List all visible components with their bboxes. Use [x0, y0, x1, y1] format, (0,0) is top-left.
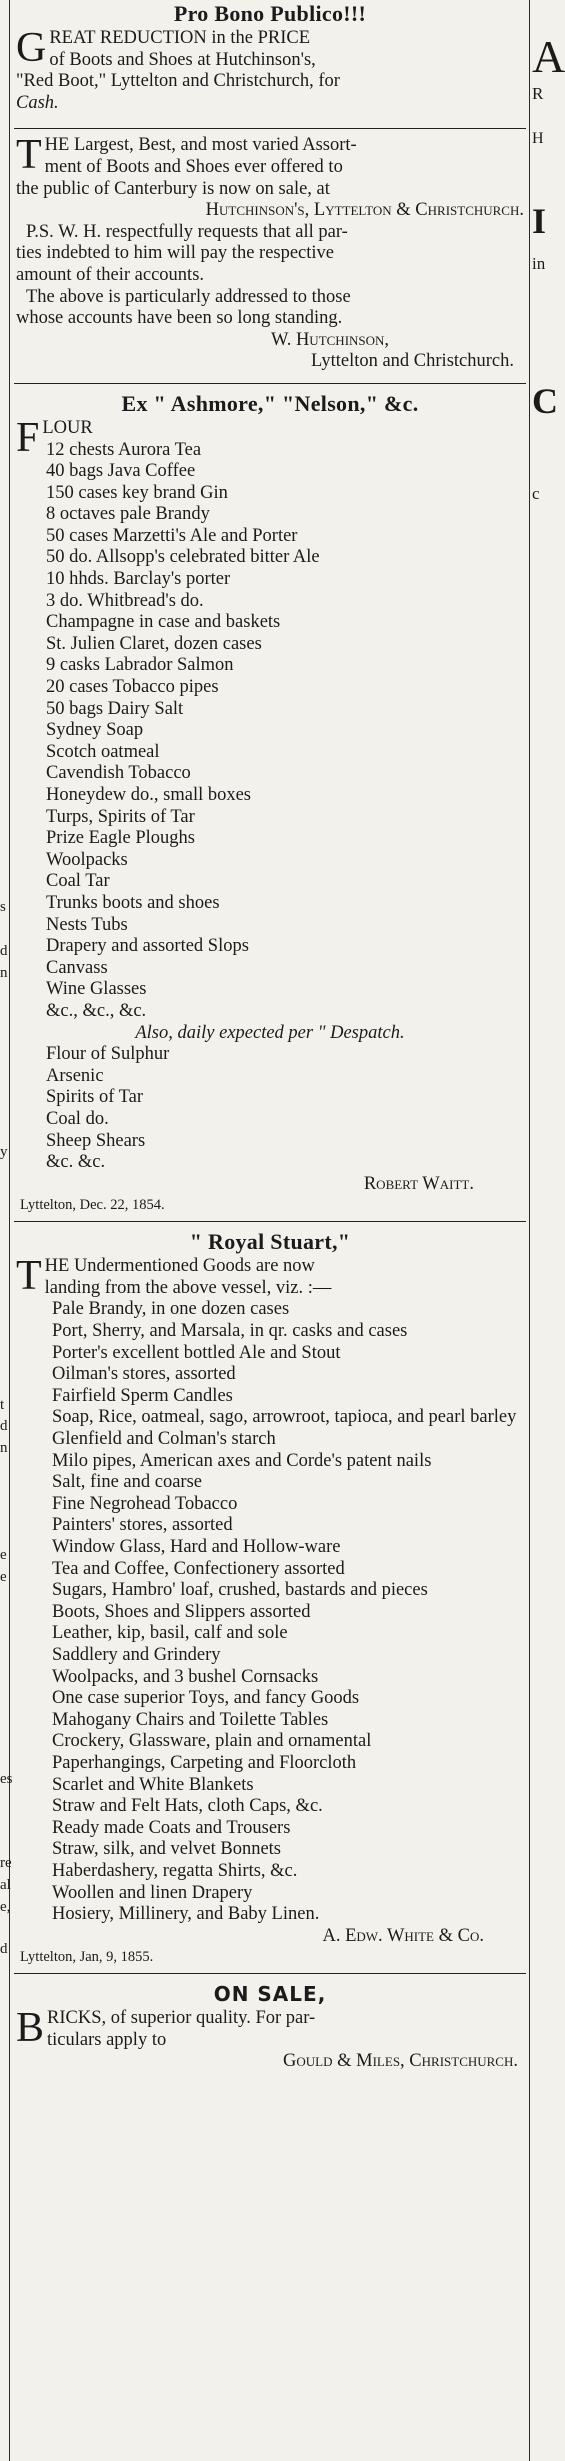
- list-item: Straw and Felt Hats, cloth Caps, &c.: [52, 1796, 323, 1817]
- drop-cap: G: [16, 25, 47, 71]
- list-item: Prize Eagle Ploughs: [46, 828, 196, 849]
- signature: A. Edw. White & Co.: [322, 1925, 484, 1946]
- left-fragment: e: [0, 1569, 7, 1585]
- list-item: 8 octaves pale Brandy: [46, 504, 210, 525]
- ad-paragraph: [16, 1253, 524, 1300]
- list-item: Leather, kip, basil, calf and sole: [52, 1623, 288, 1644]
- list-item: 50 bags Dairy Salt: [46, 698, 184, 719]
- list-item: 10 hhds. Barclay's porter: [46, 569, 231, 590]
- right-fragment: A: [532, 31, 565, 82]
- list-item: One case superior Toys, and fancy Goods: [52, 1688, 360, 1709]
- list-item: Salt, fine and coarse: [52, 1472, 202, 1493]
- list-item: Fairfield Sperm Candles: [52, 1385, 233, 1406]
- text-line: ment of Boots and Shoes ever offered to: [44, 156, 343, 177]
- list-item: 3 do. Whitbread's do.: [46, 590, 204, 611]
- list-item: Nests Tubs: [46, 914, 128, 935]
- ad-paragraph: [16, 2005, 524, 2073]
- drop-cap: B: [16, 2005, 45, 2052]
- right-fragment: in: [532, 254, 546, 273]
- list-item: Window Glass, Hard and Hollow-ware: [52, 1537, 341, 1557]
- section-divider: [14, 383, 526, 384]
- items-list: [16, 1299, 524, 1925]
- list-item: Painters' stores, assorted: [52, 1515, 233, 1536]
- advertisement-column: [14, 0, 526, 2461]
- list-item: Sheep Shears: [46, 1130, 146, 1151]
- list-item: Sugars, Hambro' loaf, crushed, bastards and pieces: [52, 1580, 428, 1601]
- text-line: P.S. W. H. respectfully requests that all par-: [26, 221, 348, 242]
- list-item: Boots, Shoes and Slippers assorted: [52, 1601, 311, 1622]
- right-fragment: C: [532, 381, 558, 421]
- left-fragment: e: [0, 1547, 7, 1563]
- list-item: 50 do. Allsopp's celebrated bitter Ale: [46, 547, 320, 568]
- list-item: Soap, Rice, oatmeal, sago, arrowroot, tapioca, and pearl barley: [52, 1407, 517, 1428]
- text-line: the public of Canterbury is now on sale, at: [16, 178, 330, 199]
- left-fragment: re: [0, 1855, 12, 1871]
- list-item: Canvass: [46, 957, 108, 978]
- list-item: Wine Glasses: [46, 979, 147, 1000]
- section-divider: [14, 128, 526, 129]
- list-item: Woolpacks, and 3 bushel Cornsacks: [52, 1666, 319, 1687]
- also-expected-note: Also, daily expected per " Despatch.: [135, 1022, 405, 1043]
- left-fragment: al: [0, 1877, 11, 1893]
- list-item: Porter's excellent bottled Ale and Stout: [52, 1342, 341, 1363]
- text-line: Cash.: [16, 92, 59, 113]
- left-fragment: d: [0, 1941, 8, 1957]
- goods-list: [16, 414, 524, 1195]
- ad-heading: ON SALE,: [213, 1982, 327, 2007]
- left-column-fragment: [0, 0, 13, 2461]
- list-item: Paperhangings, Carpeting and Floorcloth: [52, 1752, 357, 1773]
- list-item: LOUR: [42, 417, 93, 438]
- list-item: Milo pipes, American axes and Corde's patent nails: [52, 1450, 432, 1471]
- text-line: Hutchinson's, Lyttelton & Christchurch.: [205, 200, 524, 221]
- left-fragment: e,: [0, 1899, 11, 1915]
- list-item: 150 cases key brand Gin: [46, 482, 228, 503]
- left-fragment: es: [0, 1771, 13, 1787]
- ad-heading: Pro Bono Publico!!!: [173, 1, 367, 26]
- left-fragment: d: [0, 943, 8, 959]
- text-line: The above is particularly addressed to those: [26, 286, 351, 307]
- right-fragment: R: [532, 84, 544, 103]
- list-item: &c. &c.: [46, 1152, 106, 1173]
- right-fragment: H: [532, 130, 544, 147]
- ad-paragraph: [16, 25, 524, 114]
- right-fragment: I: [532, 201, 547, 241]
- list-item: 50 cases Marzetti's Ale and Porter: [46, 525, 298, 546]
- list-item: Trunks boots and shoes: [46, 892, 220, 913]
- drop-cap: F: [16, 414, 40, 461]
- list-item: Ready made Coats and Trousers: [52, 1817, 291, 1838]
- signature: W. Hutchinson,: [270, 329, 390, 350]
- ad-paragraph: [16, 132, 524, 221]
- list-item: Woollen and linen Drapery: [52, 1882, 253, 1903]
- list-item: Crockery, Glassware, plain and ornamental: [52, 1731, 372, 1752]
- left-fragment: y: [0, 1144, 8, 1160]
- list-item: Hosiery, Millinery, and Baby Linen.: [52, 1904, 320, 1925]
- list-item: Champagne in case and baskets: [46, 612, 281, 633]
- list-item: Saddlery and Grindery: [52, 1644, 221, 1665]
- text-line: HE Largest, Best, and most varied Assort-: [44, 135, 357, 156]
- list-item: St. Julien Claret, dozen cases: [46, 633, 262, 654]
- list-item: Sydney Soap: [46, 720, 144, 741]
- list-item: &c., &c., &c.: [46, 1000, 147, 1021]
- ad-robert-waitt: [14, 390, 526, 1215]
- signature: Gould & Miles, Christchurch.: [283, 2051, 518, 2072]
- text-line: "Red Boot," Lyttelton and Christchurch, for: [16, 71, 340, 92]
- right-fragment: c: [532, 484, 540, 503]
- list-item: Coal Tar: [46, 871, 110, 892]
- left-fragment: n: [0, 965, 8, 981]
- text-line: amount of their accounts.: [16, 264, 205, 285]
- list-item: Tea and Coffee, Confectionery assorted: [52, 1558, 345, 1579]
- list-item: Glenfield and Colman's starch: [52, 1429, 276, 1450]
- text-line: of Boots and Shoes at Hutchinson's,: [49, 49, 316, 70]
- list-item: Scotch oatmeal: [46, 741, 160, 762]
- list-item: Drapery and assorted Slops: [46, 936, 249, 957]
- text-line: HE Undermentioned Goods are now: [44, 1256, 315, 1277]
- ad-gould-miles: [14, 1980, 526, 2073]
- column-divider-left: [9, 0, 10, 2461]
- section-divider: [14, 1973, 526, 1974]
- list-item: Oilman's stores, assorted: [52, 1364, 236, 1385]
- list-item: Woolpacks: [46, 849, 128, 870]
- list-item: Mahogany Chairs and Toilette Tables: [52, 1709, 329, 1730]
- list-item: 20 cases Tobacco pipes: [46, 677, 219, 698]
- left-fragment: t: [0, 1397, 5, 1413]
- list-item: Honeydew do., small boxes: [46, 785, 252, 805]
- list-item: Flour of Sulphur: [46, 1044, 170, 1065]
- dateline: Lyttelton, Jan, 9, 1855.: [20, 1949, 154, 1966]
- list-item: Arsenic: [46, 1065, 104, 1086]
- list-item: Pale Brandy, in one dozen cases: [52, 1299, 290, 1320]
- list-item: Port, Sherry, and Marsala, in qr. casks and cases: [52, 1321, 408, 1342]
- list-item: 12 chests Aurora Tea: [46, 439, 202, 460]
- drop-cap: T: [16, 132, 42, 179]
- text-line: ticulars apply to: [47, 2029, 167, 2050]
- text-line: REAT REDUCTION in the PRICE: [49, 28, 311, 48]
- list-item: Turps, Spirits of Tar: [46, 806, 195, 827]
- left-fragment: n: [0, 1440, 8, 1456]
- items-list: [16, 1044, 524, 1174]
- list-item: Scarlet and White Blankets: [52, 1774, 254, 1795]
- ad-heading: Ex " Ashmore," "Nelson," &c.: [121, 390, 419, 416]
- text-line: landing from the above vessel, viz. :—: [44, 1277, 332, 1298]
- list-item: Straw, silk, and velvet Bonnets: [52, 1839, 281, 1860]
- list-item: 9 casks Labrador Salmon: [46, 655, 234, 676]
- text-line: whose accounts have been so long standing.: [16, 308, 343, 329]
- dateline: Lyttelton, Dec. 22, 1854.: [20, 1197, 165, 1214]
- text-line: ties indebted to him will pay the respective: [16, 243, 335, 264]
- left-fragment: s: [0, 899, 6, 915]
- right-column-fragment: [532, 0, 565, 2461]
- ad-heading: " Royal Stuart,": [189, 1229, 351, 1255]
- items-list: [16, 440, 524, 1023]
- signature-location: Lyttelton and Christchurch.: [311, 351, 514, 372]
- ad-royal-stuart: [14, 1228, 526, 1967]
- drop-cap: T: [16, 1253, 42, 1300]
- signature: Robert Waitt.: [363, 1173, 474, 1194]
- ad-hutchinson-assortment: [14, 132, 526, 373]
- ad-red-boot: [14, 0, 526, 114]
- column-divider-right: [529, 0, 530, 2461]
- left-fragment: d: [0, 1418, 8, 1434]
- list-item: Haberdashery, regatta Shirts, &c.: [52, 1860, 298, 1881]
- section-divider: [14, 1221, 526, 1222]
- list-item: Cavendish Tobacco: [46, 763, 191, 784]
- text-line: RICKS, of superior quality. For par-: [47, 2008, 316, 2029]
- list-item: 40 bags Java Coffee: [46, 461, 196, 482]
- list-item: Coal do.: [46, 1108, 109, 1129]
- list-item: Fine Negrohead Tobacco: [52, 1493, 238, 1514]
- list-item: Spirits of Tar: [46, 1087, 144, 1108]
